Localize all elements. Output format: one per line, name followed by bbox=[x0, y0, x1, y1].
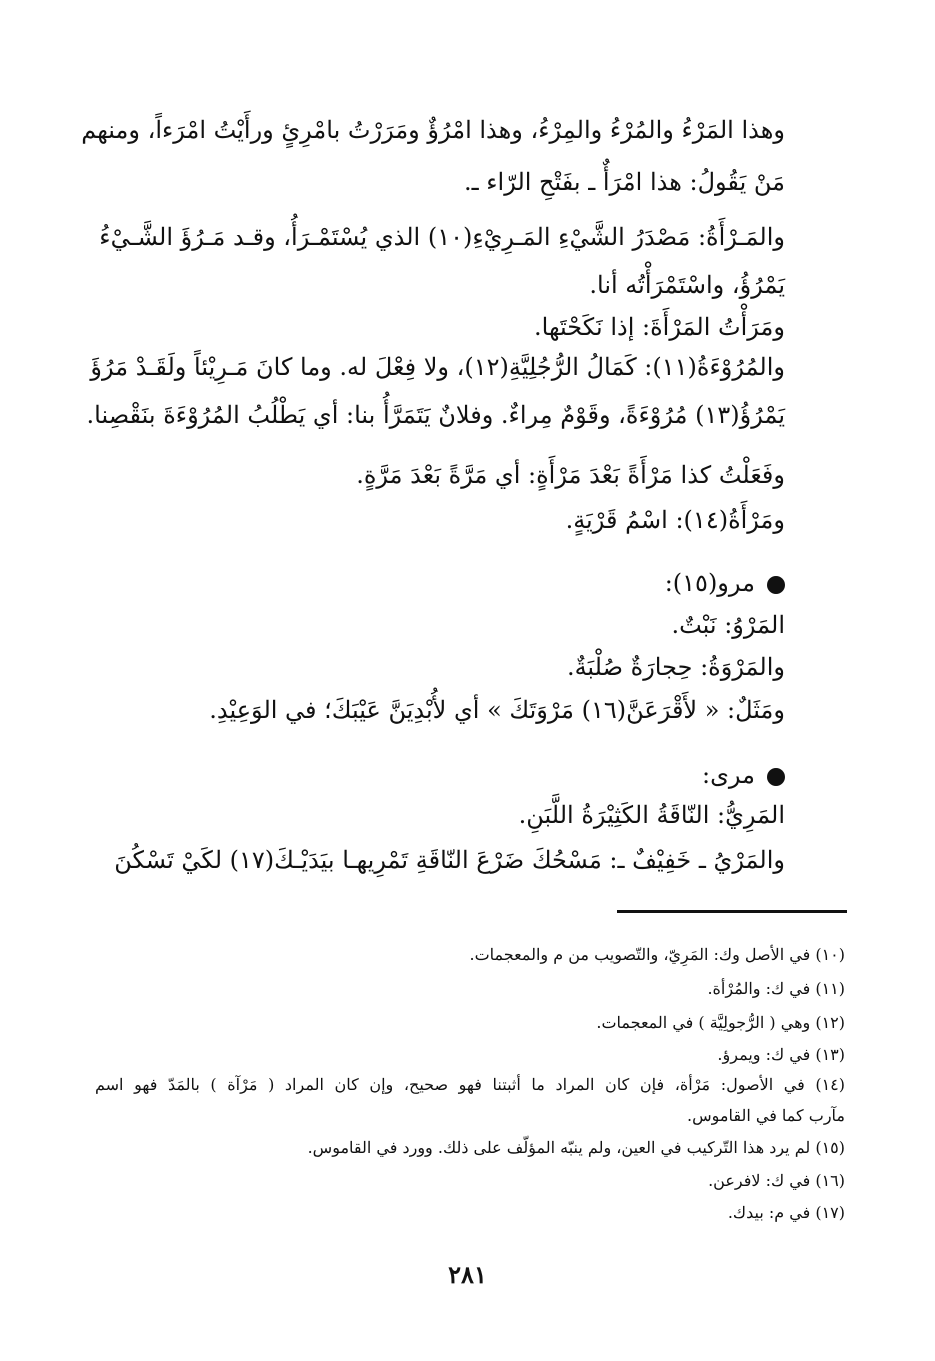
body-line: يَمْرُؤُ(١٣) مُرُوْءَةً، وقَوْمٌ مِراءٌ. وفلانٌ يَتَمَرَّأُ بنا: أي يَطْلُبُ المُرُوْءَةَ بنَقْصِنا. bbox=[86, 401, 785, 429]
footnote: (١١) في ك: والمُرْأة. bbox=[707, 979, 845, 998]
body-line: والمَـرْأَةُ: مَصْدَرُ الشَّيْءِ المَـرِيْءِ(١٠) الذي يُسْتَمْـرَأُ، وقـد مَـرُؤَ الشَّـيْءُ bbox=[99, 223, 785, 251]
body-line: ومَرْأَةُ(١٤): اسْمُ قَرْيَةٍ. bbox=[565, 506, 785, 534]
footnote: (١٣) في ك: ويمرؤ. bbox=[717, 1045, 845, 1064]
bullet-icon bbox=[767, 576, 785, 594]
body-line: وهذا المَرْءُ والمُرْءُ والمِرْءُ، وهذا امْرُؤٌ ومَرَرْتُ بامْرِئٍ ورأَيْتُ امْرَءاً، ومنهم bbox=[81, 116, 785, 144]
body-line: وفَعَلْتُ كذا مَرْأَةً بَعْدَ مَرْأَةٍ: أي مَرَّةً بَعْدَ مَرَّةٍ. bbox=[356, 461, 785, 489]
footnote: (١٤) في الأصول: مَرْأة، فإن كان المراد ما أثبتنا فهو صحيح، وإن كان المراد ( مَرْآة ) بالمَدّ فهو اسم bbox=[95, 1075, 845, 1094]
footnote: (١٠) في الأصل وك: المَرِيّ، والتّصويب من م والمعجمات. bbox=[469, 945, 845, 964]
footnote: (١٥) لم يرد هذا التّركيب في العين، ولم ينبّه المؤلّف على ذلك. وورد في القاموس. bbox=[307, 1138, 845, 1157]
body-line: المَرِيُّ: النّاقَةُ الكَثِيْرَةُ اللَّبَنِ. bbox=[518, 801, 785, 829]
body-line: والمَرْيُ ـ خَفِيْفٌ ـ: مَسْحُكَ ضَرْعَ النّاقَةِ تَمْرِيهـا بيَدَيْـكَ(١٧) لكَيْ تَسْكُنَ bbox=[114, 846, 785, 874]
body-line: ومَثَلٌ: « لأَقْرَعَنَّ(١٦) مَرْوَتَكَ » أي لأُبْدِيَنَّ عَيْبَكَ؛ في الوَعِيْدِ. bbox=[209, 696, 785, 724]
footnote: (١٦) في ك: لافرعن. bbox=[708, 1171, 845, 1190]
footnote-separator bbox=[617, 910, 847, 913]
body-line: والمُرُوْءَةُ(١١): كَمَالُ الرُّجُلِيَّةِ(١٢)، ولا فِعْلَ له. وما كانَ مَـرِيْئاً ولَقَـدْ مَرُؤَ bbox=[90, 353, 785, 381]
page-number: ٢٨١ bbox=[448, 1260, 487, 1289]
body-line: مَنْ يَقُولُ: هذا امْرَأٌ ـ بفَتْحِ الرّاء ـ. bbox=[463, 168, 785, 196]
footnote: (١٧) في م: بيدك. bbox=[727, 1203, 845, 1222]
body-line: المَرْوُ: نَبْتٌ. bbox=[671, 611, 785, 639]
footnote: مآرب كما في القاموس. bbox=[687, 1106, 845, 1125]
entry-heading-text: مرى: bbox=[702, 761, 755, 789]
body-line: يَمْرُؤُ، واسْتَمْرَأْتُه أنا. bbox=[589, 271, 785, 299]
footnote: (١٢) وهي ( الرُّجولِيَّة ) في المعجمات. bbox=[596, 1013, 845, 1032]
entry-heading-marw bbox=[665, 568, 785, 598]
entry-heading-mara bbox=[702, 760, 785, 790]
entry-heading-text: مرو(١٥): bbox=[664, 569, 755, 597]
body-line: ومَرَأْتُ المَرْأَةَ: إذا نَكَحْتَها. bbox=[534, 313, 785, 341]
bullet-icon bbox=[767, 768, 785, 786]
body-line: والمَرْوَةُ: حِجارَةٌ صُلْبَةٌ. bbox=[566, 653, 785, 681]
